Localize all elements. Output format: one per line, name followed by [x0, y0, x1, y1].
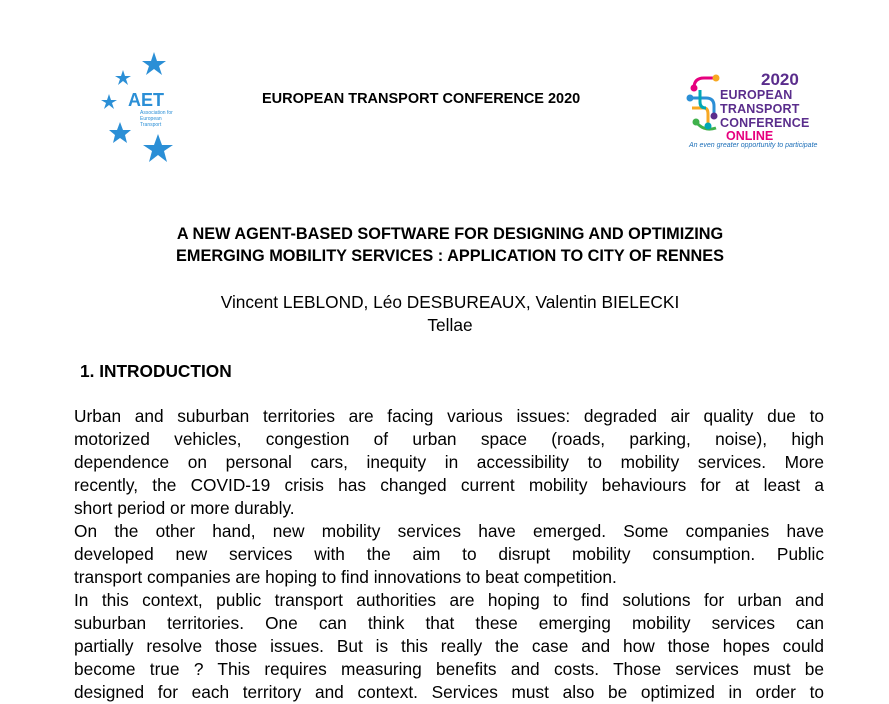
text-line: Urban and suburban territories are facing various issues: degraded air quality due to	[74, 406, 824, 426]
etc-line: TRANSPORT	[720, 102, 800, 116]
section-heading: 1. INTRODUCTION	[80, 361, 232, 381]
etc-online: ONLINE	[726, 129, 774, 143]
paragraph-1	[74, 405, 824, 520]
text-line: suburban territories. One can think that these emerging mobility services can	[74, 613, 824, 633]
star-icon	[142, 52, 166, 75]
text-line: short period or more durably.	[74, 498, 295, 518]
text-line: recently, the COVID-19 crisis has changed current mobility behaviours for at least a	[74, 475, 824, 495]
paper-title-line-2: EMERGING MOBILITY SERVICES : APPLICATION TO CITY OF RENNES	[176, 247, 724, 265]
svg-text:Association for: Association for	[140, 110, 173, 116]
paper-title-line-1: A NEW AGENT-BASED SOFTWARE FOR DESIGNING AND OPTIMIZING	[176, 225, 724, 243]
etc-line: EUROPEAN	[720, 88, 793, 102]
paragraph-3	[74, 589, 824, 704]
paragraph-2	[74, 520, 824, 589]
text-line: transport companies are hoping to find innovations to beat competition.	[74, 567, 617, 587]
aet-logo	[98, 50, 180, 168]
star-icon	[109, 122, 131, 143]
svg-text:Transport: Transport	[140, 122, 162, 128]
etc-line: CONFERENCE	[720, 116, 810, 130]
text-line: developed new services with the aim to disrupt mobility consumption. Public	[74, 544, 824, 564]
etc-tagline: An even greater opportunity to participate	[689, 142, 818, 149]
svg-text:AET: AET	[128, 90, 164, 110]
conference-header: EUROPEAN TRANSPORT CONFERENCE 2020	[262, 91, 581, 107]
star-icon	[115, 70, 131, 85]
text-line: dependence on personal cars, inequity in accessibility to mobility services. More	[74, 452, 824, 472]
star-icon	[143, 134, 173, 162]
text-line: In this context, public transport authorities are hoping to find solutions for urban and	[74, 590, 824, 610]
text-line: motorized vehicles, congestion of urban space (roads, parking, noise), high	[74, 429, 824, 449]
etc-logo	[686, 68, 821, 152]
text-line: become true ? This requires measuring benefits and costs. Those services must be	[74, 659, 824, 679]
paper-affiliation: Tellae	[427, 315, 473, 335]
text-line: designed for each territory and context. Services must also be optimized in order to	[74, 682, 824, 702]
star-icon	[101, 94, 117, 109]
text-line: partially resolve those issues. But is this really the case and how those hopes could	[74, 636, 824, 656]
paper-authors: Vincent LEBLOND, Léo DESBUREAUX, Valentin BIELECKI	[220, 292, 680, 312]
etc-year: 2020	[761, 70, 799, 89]
svg-text:European: European	[140, 116, 162, 122]
text-line: On the other hand, new mobility services have emerged. Some companies have	[74, 521, 824, 541]
